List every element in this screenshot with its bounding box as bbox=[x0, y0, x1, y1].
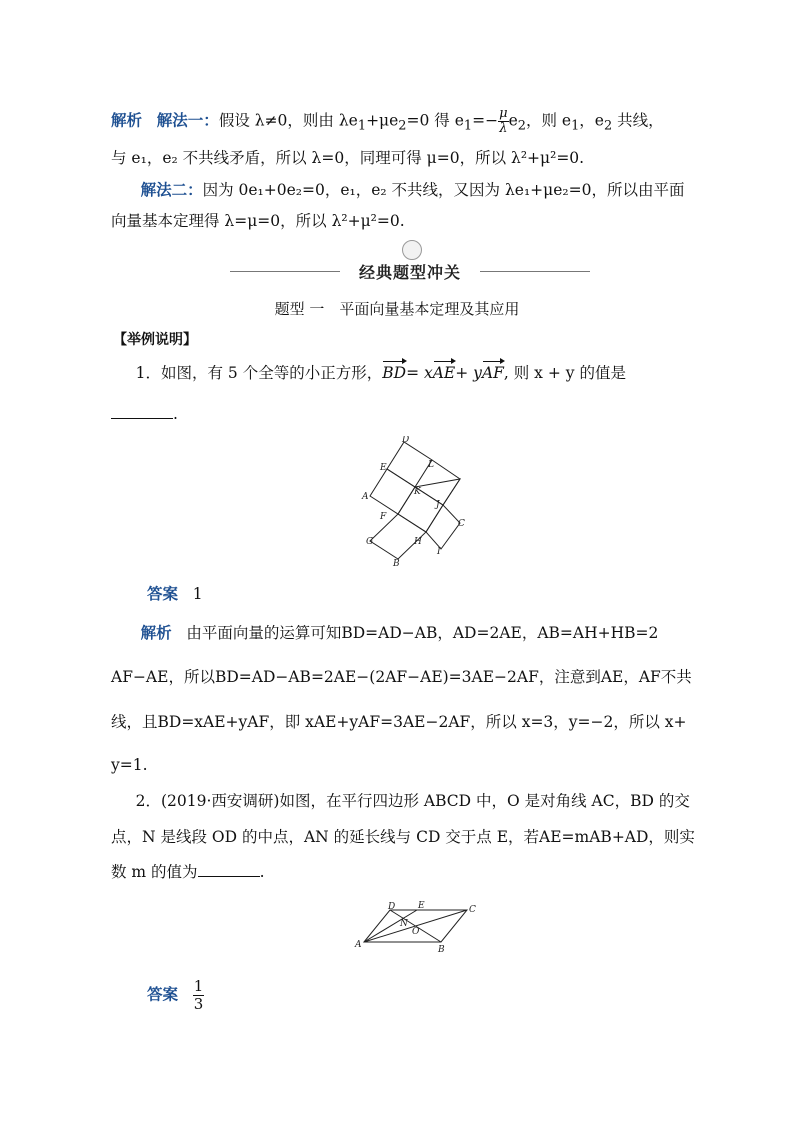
svg-text:J: J bbox=[436, 500, 440, 510]
svg-text:A: A bbox=[362, 492, 369, 502]
analysis-line-2: 与 e₁，e₂ 不共线矛盾，所以 λ=0，同理可得 μ=0，所以 λ²+μ²=0. bbox=[111, 149, 585, 167]
analysis-tag: 解析 bbox=[111, 111, 143, 130]
svg-text:O: O bbox=[412, 927, 420, 937]
svg-text:F: F bbox=[380, 512, 387, 522]
svg-text:B: B bbox=[438, 945, 445, 954]
analysis-q1-line-3: 线，且BD=xAE+yAF，即 xAE+yAF=3AE−2AF，所以 x=3，y=−2，所以 x+ bbox=[111, 713, 687, 731]
q2-answer bbox=[147, 978, 717, 1013]
svg-text:H: H bbox=[414, 537, 422, 547]
text: , 则 x + y 的值是 bbox=[503, 364, 626, 382]
analysis-line-4: 向量基本定理得 λ=μ=0，所以 λ²+μ²=0. bbox=[111, 212, 405, 230]
answer-tag: 答案 bbox=[147, 985, 179, 1004]
answer-value: 1 bbox=[192, 585, 203, 603]
svg-text:L: L bbox=[428, 460, 434, 470]
q1-line-1: 1．如图，有 5 个全等的小正方形，BD= xAE+ yAF, 则 x + y 的值是 bbox=[135, 364, 626, 382]
svg-text:C: C bbox=[458, 519, 465, 529]
q2-line-3 bbox=[111, 862, 681, 882]
svg-text:N: N bbox=[400, 919, 408, 929]
text: 由平面向量的运算可知BD=AD−AB，AD=2AE，AB=AH+HB=2 bbox=[186, 624, 659, 642]
text: . bbox=[259, 863, 265, 881]
method1-label: 解法一： bbox=[156, 111, 219, 130]
section-title: 题型 一 平面向量基本定理及其应用 bbox=[274, 300, 520, 318]
analysis-q1-line-2: AF−AE，所以BD=AD−AB=2AE−(2AF−AE)=3AE−2AF，注意到AE，AF不共 bbox=[111, 668, 692, 686]
svg-text:K: K bbox=[414, 487, 421, 497]
svg-text:C: C bbox=[469, 905, 476, 915]
method2-label: 解法二： bbox=[140, 181, 203, 199]
analysis-q1-line-4: y=1. bbox=[111, 756, 148, 774]
text: ，e bbox=[579, 111, 604, 130]
text: e bbox=[508, 111, 518, 130]
text: =− bbox=[472, 111, 499, 130]
text: 因为 0e₁+0e₂=0，e₁，e₂ 不共线，又因为 λe₁+μe₂=0，所以由平面 bbox=[202, 181, 685, 199]
q2-line-1 bbox=[111, 791, 690, 811]
svg-text:B: B bbox=[393, 559, 400, 568]
analysis-line-1: 解析 解法一：假设 λ≠0，则由 $\lambda e_1+\mu e_2=0$ 得 $e_1=-$ $\frac{\mu}{\lambda}$ $e_2$，则 $e_1$，$e_2$ 共线， bbox=[111, 106, 664, 136]
svg-text:G: G bbox=[366, 537, 374, 547]
analysis-tag: 解析 bbox=[140, 624, 172, 642]
q1-line-2: . bbox=[111, 404, 681, 424]
svg-text:I: I bbox=[437, 547, 441, 557]
svg-text:E: E bbox=[380, 463, 387, 473]
banner-title: 经典题型冲关 bbox=[358, 263, 461, 282]
text: 2．(2019·西安调研)如图，在平行四边形 ABCD 中，O 是对角线 AC，BD 的交 bbox=[135, 792, 690, 810]
answer-blank bbox=[198, 862, 260, 877]
svg-text:A: A bbox=[355, 940, 362, 950]
q1-answer bbox=[147, 584, 717, 604]
section-banner bbox=[230, 240, 590, 290]
analysis-q1-line-1 bbox=[111, 623, 681, 643]
analysis-line-3 bbox=[111, 180, 685, 200]
example-label: 【举例说明】 bbox=[113, 332, 197, 348]
text: 数 m 的值为 bbox=[111, 863, 198, 881]
answer-tag: 答案 bbox=[147, 585, 179, 603]
q2-figure bbox=[352, 900, 482, 954]
svg-text:D: D bbox=[388, 902, 396, 912]
text: +μe bbox=[366, 111, 399, 130]
text: 假设 λ≠0，则由 λe bbox=[218, 111, 358, 130]
svg-text:E: E bbox=[418, 901, 425, 911]
answer-blank bbox=[111, 404, 173, 419]
svg-text:D: D bbox=[402, 436, 410, 445]
text: 1．如图，有 5 个全等的小正方形， bbox=[135, 364, 383, 382]
q2-line-2: 点，N 是线段 OD 的中点，AN 的延长线与 CD 交于点 E，若AE=mAB+AD，则实 bbox=[111, 828, 695, 846]
fraction: $\frac{\mu}{\lambda}$ bbox=[499, 106, 508, 136]
text: 共线， bbox=[612, 111, 664, 130]
banner-emblem-icon bbox=[402, 240, 422, 260]
text: ，则 e bbox=[525, 111, 572, 130]
answer-fraction: $\frac{1}{3}$ bbox=[193, 977, 204, 1013]
q1-figure bbox=[360, 436, 470, 568]
text: =0 得 e bbox=[406, 111, 464, 130]
